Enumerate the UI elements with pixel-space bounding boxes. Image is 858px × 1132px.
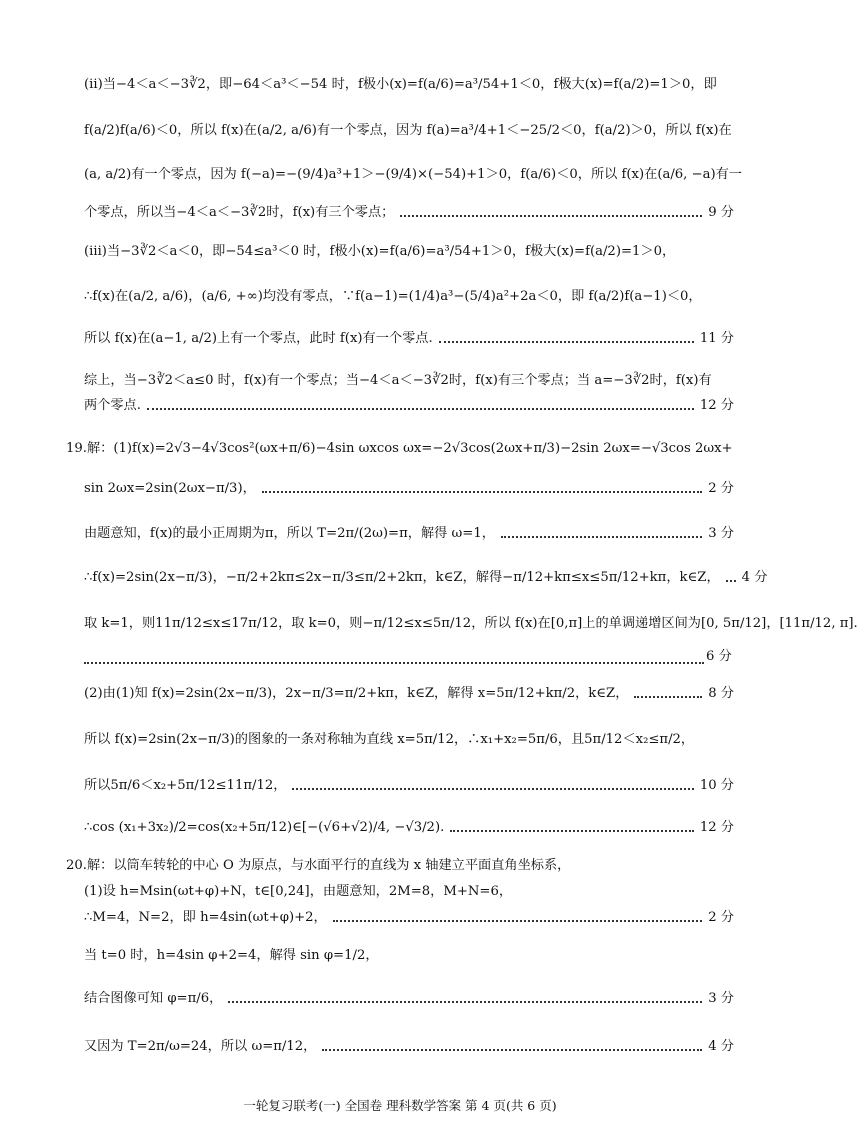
dot-leader	[400, 215, 702, 217]
text-line: (a, a/2)有一个零点，因为 f(−a)=−(9/4)a³+1＞−(9/4)×(−54)+1＞0，f(a/6)＜0，所以 f(x)在(a/6, −a)有一	[84, 167, 742, 182]
text-line: 两个零点.	[84, 398, 141, 413]
text-line: 结合图像可知 φ=π/6，	[84, 991, 223, 1006]
text-line: 19.解：(1)f(x)=2√3−4√3cos²(ωx+π/6)−4sin ωxcos ωx=−2√3cos(2ωx+π/3)−2sin 2ωx=−√3cos 2ωx+	[66, 441, 733, 456]
dot-leader	[333, 920, 702, 922]
dot-leader	[634, 696, 702, 698]
text-line-with-score	[84, 397, 734, 415]
text-line-with-score	[84, 777, 734, 795]
score-label: 2 分	[708, 910, 734, 925]
text-line: 当 t=0 时，h=4sin φ+2=4，解得 sin φ=1/2，	[84, 948, 379, 963]
text-line: 又因为 T=2π/ω=24，所以 ω=π/12，	[84, 1039, 317, 1054]
text-line: 所以5π/6＜x₂+5π/12≤11π/12，	[84, 778, 287, 793]
score-label: 12 分	[699, 820, 734, 835]
dot-leader	[322, 1049, 702, 1051]
score-label: 3 分	[708, 991, 734, 1006]
dot-leader	[726, 580, 736, 582]
score-label: 8 分	[708, 686, 734, 701]
text-line: 由题意知，f(x)的最小正周期为π，所以 T=2π/(2ω)=π，解得 ω=1，	[84, 526, 495, 541]
text-line-with-score	[84, 819, 734, 837]
text-line-with-score	[84, 1038, 734, 1056]
score-label: 2 分	[708, 481, 734, 496]
text-line: ∴f(x)=2sin(2x−π/3)，−π/2+2kπ≤2x−π/3≤π/2+2kπ，k∈Z，解得−π/12+kπ≤x≤5π/12+kπ，k∈Z，	[84, 570, 720, 585]
text-line-with-score	[84, 990, 734, 1008]
page-footer: 一轮复习联考(一) 全国卷 理科数学答案 第 4 页(共 6 页)	[243, 1098, 557, 1113]
text-line-with-score	[84, 569, 768, 587]
text-line: 所以 f(x)=2sin(2x−π/3)的图象的一条对称轴为直线 x=5π/12，∴x₁+x₂=5π/6，且5π/12＜x₂≤π/2，	[84, 732, 695, 747]
text-line: (ⅱ)当−4＜a＜−3∛2，即−64＜a³＜−54 时，f极小(x)=f(a/6)=a³/54+1＜0，f极大(x)=f(a/2)=1＞0，即	[84, 77, 717, 92]
text-line: 个零点，所以当−4＜a＜−3∛2时，f(x)有三个零点；	[84, 205, 395, 220]
score-label: 4 分	[741, 570, 768, 585]
dot-leader	[262, 491, 702, 493]
text-line: ∴M=4，N=2，即 h=4sin(ωt+φ)+2，	[84, 910, 327, 925]
text-line: (ⅲ)当−3∛2＜a＜0，即−54≤a³＜0 时，f极小(x)=f(a/6)=a³/54+1＞0，f极大(x)=f(a/2)=1＞0，	[84, 244, 676, 259]
score-label: 4 分	[708, 1039, 734, 1054]
score-label: 9 分	[708, 205, 734, 220]
score-label: 12 分	[699, 398, 734, 413]
text-line-with-score	[84, 330, 734, 348]
dot-leader	[147, 408, 694, 410]
text-line-with-score	[84, 525, 734, 543]
text-line: 20.解：以筒车转轮的中心 O 为原点，与水面平行的直线为 x 轴建立平面直角坐标系，	[66, 858, 571, 873]
text-line: ∴f(x)在(a/2, a/6)，(a/6, +∞)均没有零点，∵f(a−1)=(1/4)a³−(5/4)a²+2a＜0，即 f(a/2)f(a−1)＜0，	[84, 289, 702, 304]
score-label: 10 分	[699, 778, 734, 793]
text-line: 综上，当−3∛2＜a≤0 时，f(x)有一个零点；当−4＜a＜−3∛2时，f(x)有三个零点；当 a=−3∛2时，f(x)有	[84, 373, 712, 388]
text-line: f(a/2)f(a/6)＜0，所以 f(x)在(a/2, a/6)有一个零点，因为 f(a)=a³/4+1＜−25/2＜0，f(a/2)＞0，所以 f(x)在	[84, 123, 732, 138]
dot-leader	[439, 341, 694, 343]
text-line-with-score	[84, 685, 734, 703]
text-line-with-score	[84, 480, 734, 498]
text-line-with-score	[84, 204, 734, 222]
text-line: ∴cos (x₁+3x₂)/2=cos(x₂+5π/12)∈[−(√6+√2)/4, −√3/2).	[84, 820, 445, 835]
score-label: 6 分	[706, 649, 732, 664]
dot-leader	[84, 662, 704, 664]
text-line: 所以 f(x)在(a−1, a/2)上有一个零点，此时 f(x)有一个零点.	[84, 331, 433, 346]
dot-leader	[228, 1001, 702, 1003]
dot-leader	[292, 788, 693, 790]
dot-leader	[501, 536, 702, 538]
text-line: (1)设 h=Msin(ωt+φ)+N，t∈[0,24]，由题意知，2M=8，M+N=6，	[84, 884, 513, 899]
score-label: 11 分	[699, 331, 734, 346]
text-line: 取 k=1，则11π/12≤x≤17π/12，取 k=0，则−π/12≤x≤5π/12，所以 f(x)在[0,π]上的单调递增区间为[0, 5π/12]，[11π/12, π].	[84, 616, 858, 631]
text-line: sin 2ωx=2sin(2ωx−π/3)，	[84, 481, 256, 496]
text-line-with-score	[84, 909, 734, 927]
dot-leader	[450, 830, 694, 832]
score-label: 3 分	[708, 526, 734, 541]
text-line: (2)由(1)知 f(x)=2sin(2x−π/3)，2x−π/3=π/2+kπ，k∈Z，解得 x=5π/12+kπ/2，k∈Z，	[84, 686, 629, 701]
